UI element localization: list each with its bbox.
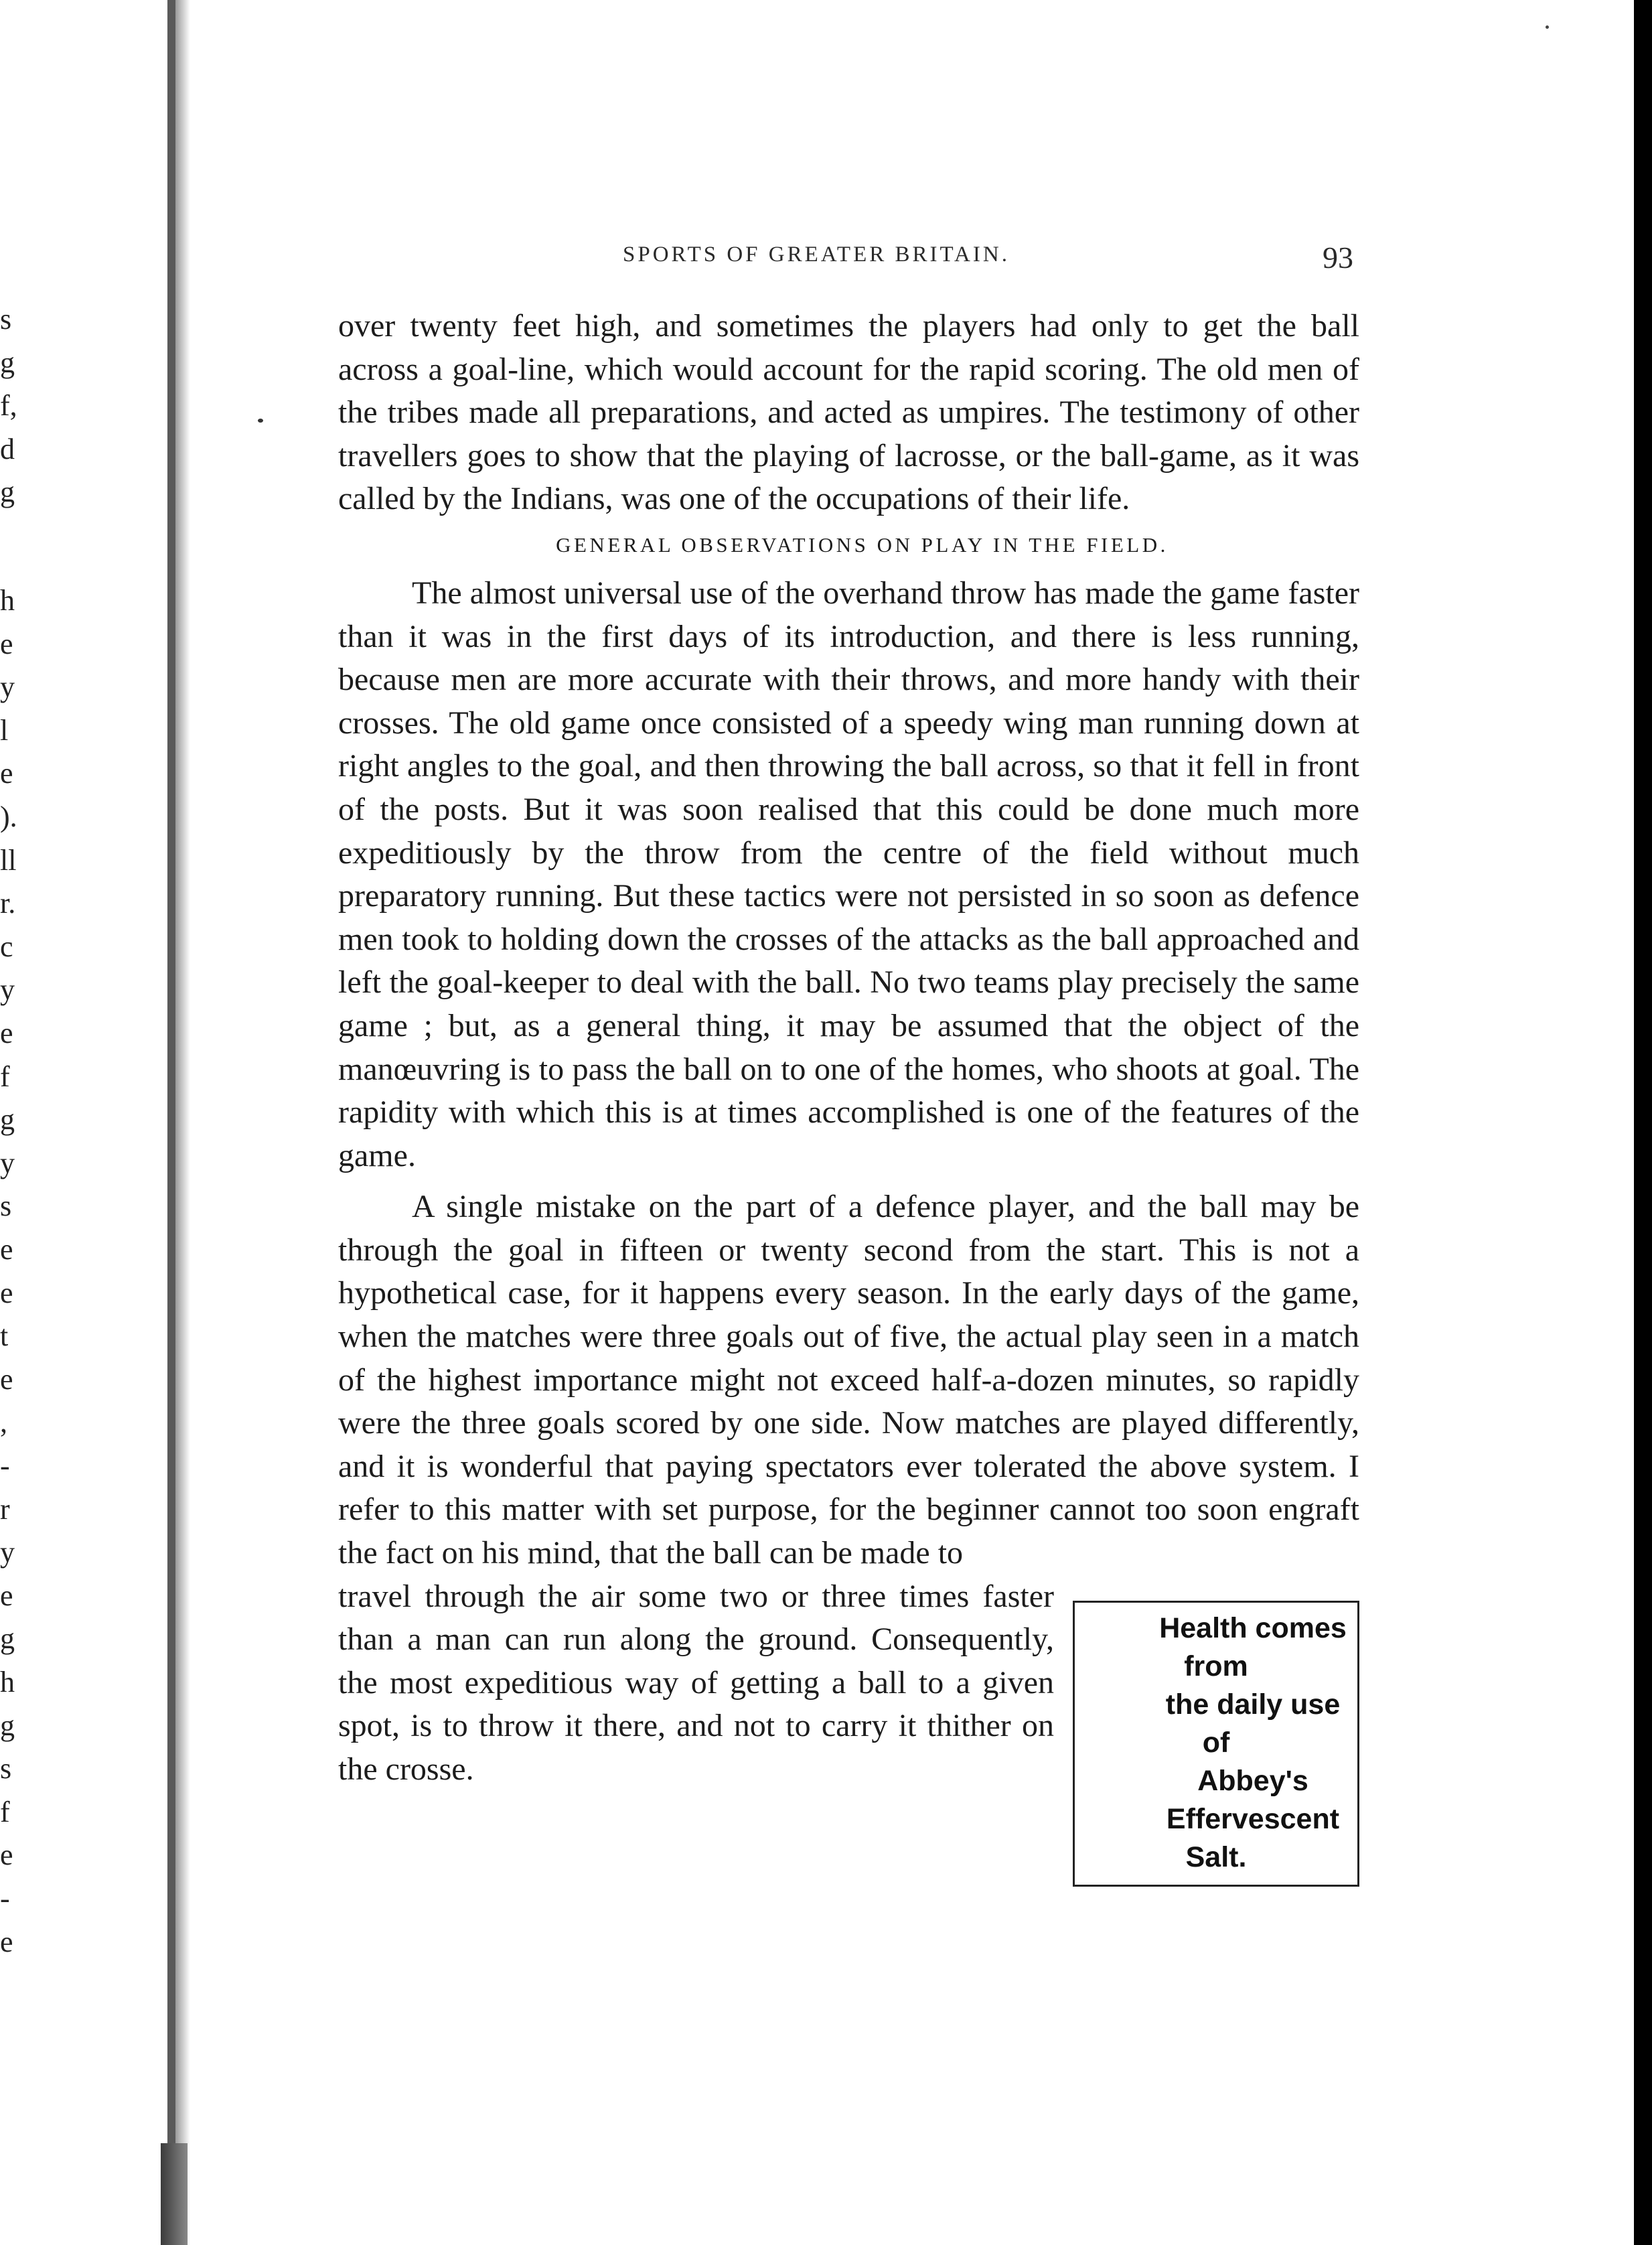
advertisement-box bbox=[1073, 1601, 1359, 1887]
margin-letter: s bbox=[0, 303, 12, 336]
spine-shadow bbox=[175, 0, 190, 2245]
margin-letter: e bbox=[0, 1925, 13, 1958]
running-head: SPORTS OF GREATER BRITAIN. bbox=[623, 242, 1010, 267]
margin-letter: d bbox=[0, 432, 15, 465]
margin-letter: ll bbox=[0, 843, 17, 877]
margin-letter: - bbox=[0, 1882, 10, 1915]
paragraph-2: The almost universal use of the overhand throw has made the game faster than it was in the first days of its introduction, and there is less running, because men are more accurate with their throws, and more handy with their crosses. The old game once consisted of a speedy wing man running down at right angles to the goal, and then throwing the ball across, so that it fell in front of the posts. But it was soon realised that this could be done much more expeditiously by the throw from the centre of the field without much preparatory running. But these tactics were not persisted in so soon as defence men took to holding down the crosses of the attacks as the ball approached and left the goal-keeper to deal with the ball. No two teams play precisely the same game ; but, as a general thing, it may be assumed that the object of the manœuvring is to pass the ball on to one of the homes, who shoots at goal. The rapidity with which this is at times accomplished is one of the features of the game. bbox=[338, 575, 1359, 1173]
margin-letter: - bbox=[0, 1449, 10, 1482]
advertisement-line: the daily use of bbox=[1165, 1688, 1341, 1759]
ink-speck bbox=[1546, 25, 1549, 29]
margin-letter: , bbox=[0, 1406, 7, 1439]
page-number: 93 bbox=[1323, 240, 1353, 275]
advertisement-line: Health comes from bbox=[1159, 1611, 1347, 1682]
margin-letter: s bbox=[0, 1752, 12, 1786]
paragraph-3-text-end: travel through the air some two or three times faster than a man can run along the ground. Consequently, the most expeditious way of getting a ball to a given spot, is to throw it there, and not to carry it thither on the crosse. bbox=[338, 1578, 1054, 1787]
margin-letter: l bbox=[0, 713, 9, 747]
margin-letter: e bbox=[0, 1579, 13, 1612]
margin-letter: g bbox=[0, 1103, 15, 1137]
page-right-border bbox=[1634, 0, 1652, 2245]
advertisement-line: Effervescent Salt. bbox=[1166, 1802, 1340, 1873]
spine-bottom-shadow bbox=[161, 2143, 187, 2245]
margin-letter: h bbox=[0, 1666, 15, 1698]
margin-letter: f bbox=[0, 1795, 10, 1828]
margin-letter: y bbox=[0, 973, 15, 1007]
margin-letter: t bbox=[0, 1319, 9, 1353]
margin-letter: h bbox=[0, 584, 15, 617]
margin-letter: e bbox=[0, 757, 13, 790]
margin-letter: c bbox=[0, 930, 13, 963]
paragraph-1: over twenty feet high, and sometimes the players had only to get the ball across a goal-line, which would account for the rapid scoring. The old men of the tribes made all preparations, and acted as umpires. The testimony of other travellers goes to show that the playing of lacrosse, or the ball-game, as it was called by the Indians, was one of the occupations of their life. bbox=[338, 308, 1359, 517]
margin-letter: r bbox=[0, 1492, 10, 1526]
margin-letter: g bbox=[0, 1709, 15, 1742]
margin-letter: g bbox=[0, 346, 15, 379]
margin-letter: y bbox=[0, 670, 15, 704]
margin-letter: y bbox=[0, 1146, 15, 1179]
paragraph-3 bbox=[338, 1185, 1359, 1873]
book-spine-edge bbox=[167, 0, 175, 2245]
margin-letter: e bbox=[0, 1233, 13, 1266]
ink-speck bbox=[258, 419, 263, 423]
margin-letter: e bbox=[0, 1017, 13, 1049]
margin-letter: f, bbox=[0, 389, 17, 423]
margin-letter: g bbox=[0, 476, 15, 509]
advertisement-line: Abbey's bbox=[1197, 1764, 1308, 1797]
margin-letter: e bbox=[0, 1362, 13, 1396]
margin-letter: y bbox=[0, 1536, 15, 1569]
margin-letter: g bbox=[0, 1622, 15, 1656]
margin-letter: f bbox=[0, 1060, 10, 1093]
page-body bbox=[338, 305, 1359, 1887]
paragraph-3-text: A single mistake on the part of a defence player, and the ball may be through the goal in fifteen or twenty second from the start. This is not a hypothetical case, for it happens every season. In the early days of the game, when the matches were three goals out of five, the actual play seen in a match of the highest importance might not exceed half-a-dozen minutes, so rapidly were the three goals scored by one side. Now matches are played differently, and it is wonderful that paying spectators ever tolerated the above system. I refer to this matter with set purpose, for the beginner cannot too soon engraft the fact on his mind, that the ball can be made to bbox=[338, 1189, 1359, 1571]
margin-letter: e bbox=[0, 1276, 13, 1309]
margin-letter: e bbox=[0, 1838, 13, 1872]
section-heading: GENERAL OBSERVATIONS ON PLAY IN THE FIELD. bbox=[556, 532, 1169, 557]
margin-letter: ). bbox=[0, 800, 17, 833]
margin-letter: r. bbox=[0, 887, 16, 920]
margin-letter: e bbox=[0, 627, 13, 660]
margin-letter: s bbox=[0, 1189, 12, 1223]
